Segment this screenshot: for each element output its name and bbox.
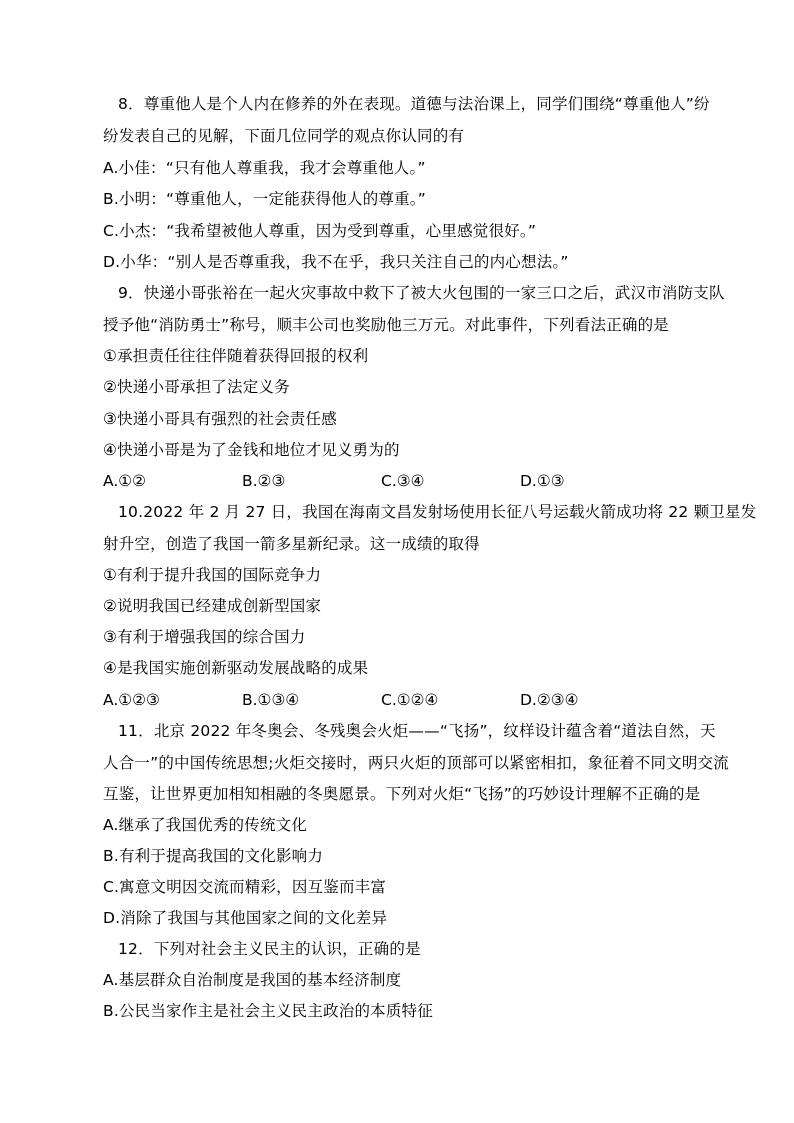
q10-statement-1: ①有利于提升我国的国际竞争力: [103, 566, 322, 584]
q9-stem-line-1: 9．快递小哥张裕在一起火灾事故中救下了被大火包围的一家三口之后，武汉市消防支队: [118, 284, 725, 302]
q9-statement-3: ③快递小哥具有强烈的社会责任感: [103, 410, 337, 428]
q8-option-a: A.小佳：“只有他人尊重我，我才会尊重他人。”: [103, 159, 426, 177]
q9-stem-line-2: 授予他“消防勇士”称号，顺丰公司也奖励他三万元。对此事件，下列看法正确的是: [103, 316, 669, 334]
q9-choice-a: A.①②: [103, 472, 147, 490]
q11-stem-line-1: 11．北京 2022 年冬奥会、冬残奥会火炬——“飞扬”，纹样设计蕴含着“道法自然，天: [118, 722, 716, 740]
q12-option-b: B.公民当家作主是社会主义民主政治的本质特征: [103, 1002, 433, 1020]
q11-option-d: D.消除了我国与其他国家之间的文化差异: [103, 909, 388, 927]
q10-statement-3: ③有利于增强我国的综合国力: [103, 628, 306, 646]
q10-choice-a: A.①②③: [103, 691, 160, 709]
q10-stem-line-1: 10.2022 年 2 月 27 日，我国在海南文昌发射场使用长征八号运载火箭成功将 22 颗卫星发: [118, 503, 757, 521]
q9-choice-b: B.②③: [242, 472, 286, 490]
q12-option-a: A.基层群众自治制度是我国的基本经济制度: [103, 971, 402, 989]
q9-choice-d: D.①③: [520, 472, 565, 490]
q11-option-b: B.有利于提高我国的文化影响力: [103, 847, 324, 865]
q8-stem-line-1: 8．尊重他人是个人内在修养的外在表现。道德与法治课上，同学们围绕“尊重他人”纷: [118, 95, 710, 113]
q11-stem-line-3: 互鉴，让世界更加相知相融的冬奥愿景。下列对火炬“飞扬”的巧妙设计理解不正确的是: [103, 785, 701, 803]
q8-stem-line-2: 纷发表自己的见解，下面几位同学的观点你认同的有: [103, 127, 465, 145]
q9-statement-1: ①承担责任往往伴随着获得回报的权利: [103, 347, 369, 365]
q10-choices: [103, 690, 723, 710]
q9-choices: [103, 471, 723, 491]
q9-statement-2: ②快递小哥承担了法定义务: [103, 378, 290, 396]
q10-statement-2: ②说明我国已经建成创新型国家: [103, 597, 322, 615]
q9-statement-4: ④快递小哥是为了金钱和地位才见义勇为的: [103, 441, 400, 459]
q10-statement-4: ④是我国实施创新驱动发展战略的成果: [103, 659, 369, 677]
q12-stem-line-1: 12．下列对社会主义民主的认识，正确的是: [118, 940, 421, 958]
q10-choice-b: B.①③④: [242, 691, 300, 709]
q8-option-c: C.小杰：“我希望被他人尊重，因为受到尊重，心里感觉很好。”: [103, 222, 537, 240]
q9-choice-c: C.③④: [381, 472, 425, 490]
q11-stem-line-2: 人合一”的中国传统思想;火炬交接时，两只火炬的顶部可以紧密相扣，象征着不同文明交流: [103, 754, 729, 772]
q10-choice-c: C.①②④: [381, 691, 439, 709]
q11-option-a: A.继承了我国优秀的传统文化: [103, 816, 308, 834]
q8-option-b: B.小明：“尊重他人，一定能获得他人的尊重。”: [103, 190, 426, 208]
q10-choice-d: D.②③④: [520, 691, 579, 709]
q11-option-c: C.寓意文明因交流而精彩，因互鉴而丰富: [103, 878, 387, 896]
q8-option-d: D.小华：“别人是否尊重我，我不在乎，我只关注自己的内心想法。”: [103, 253, 569, 271]
q10-stem-line-2: 射升空，创造了我国一箭多星新纪录。这一成绩的取得: [103, 535, 480, 553]
